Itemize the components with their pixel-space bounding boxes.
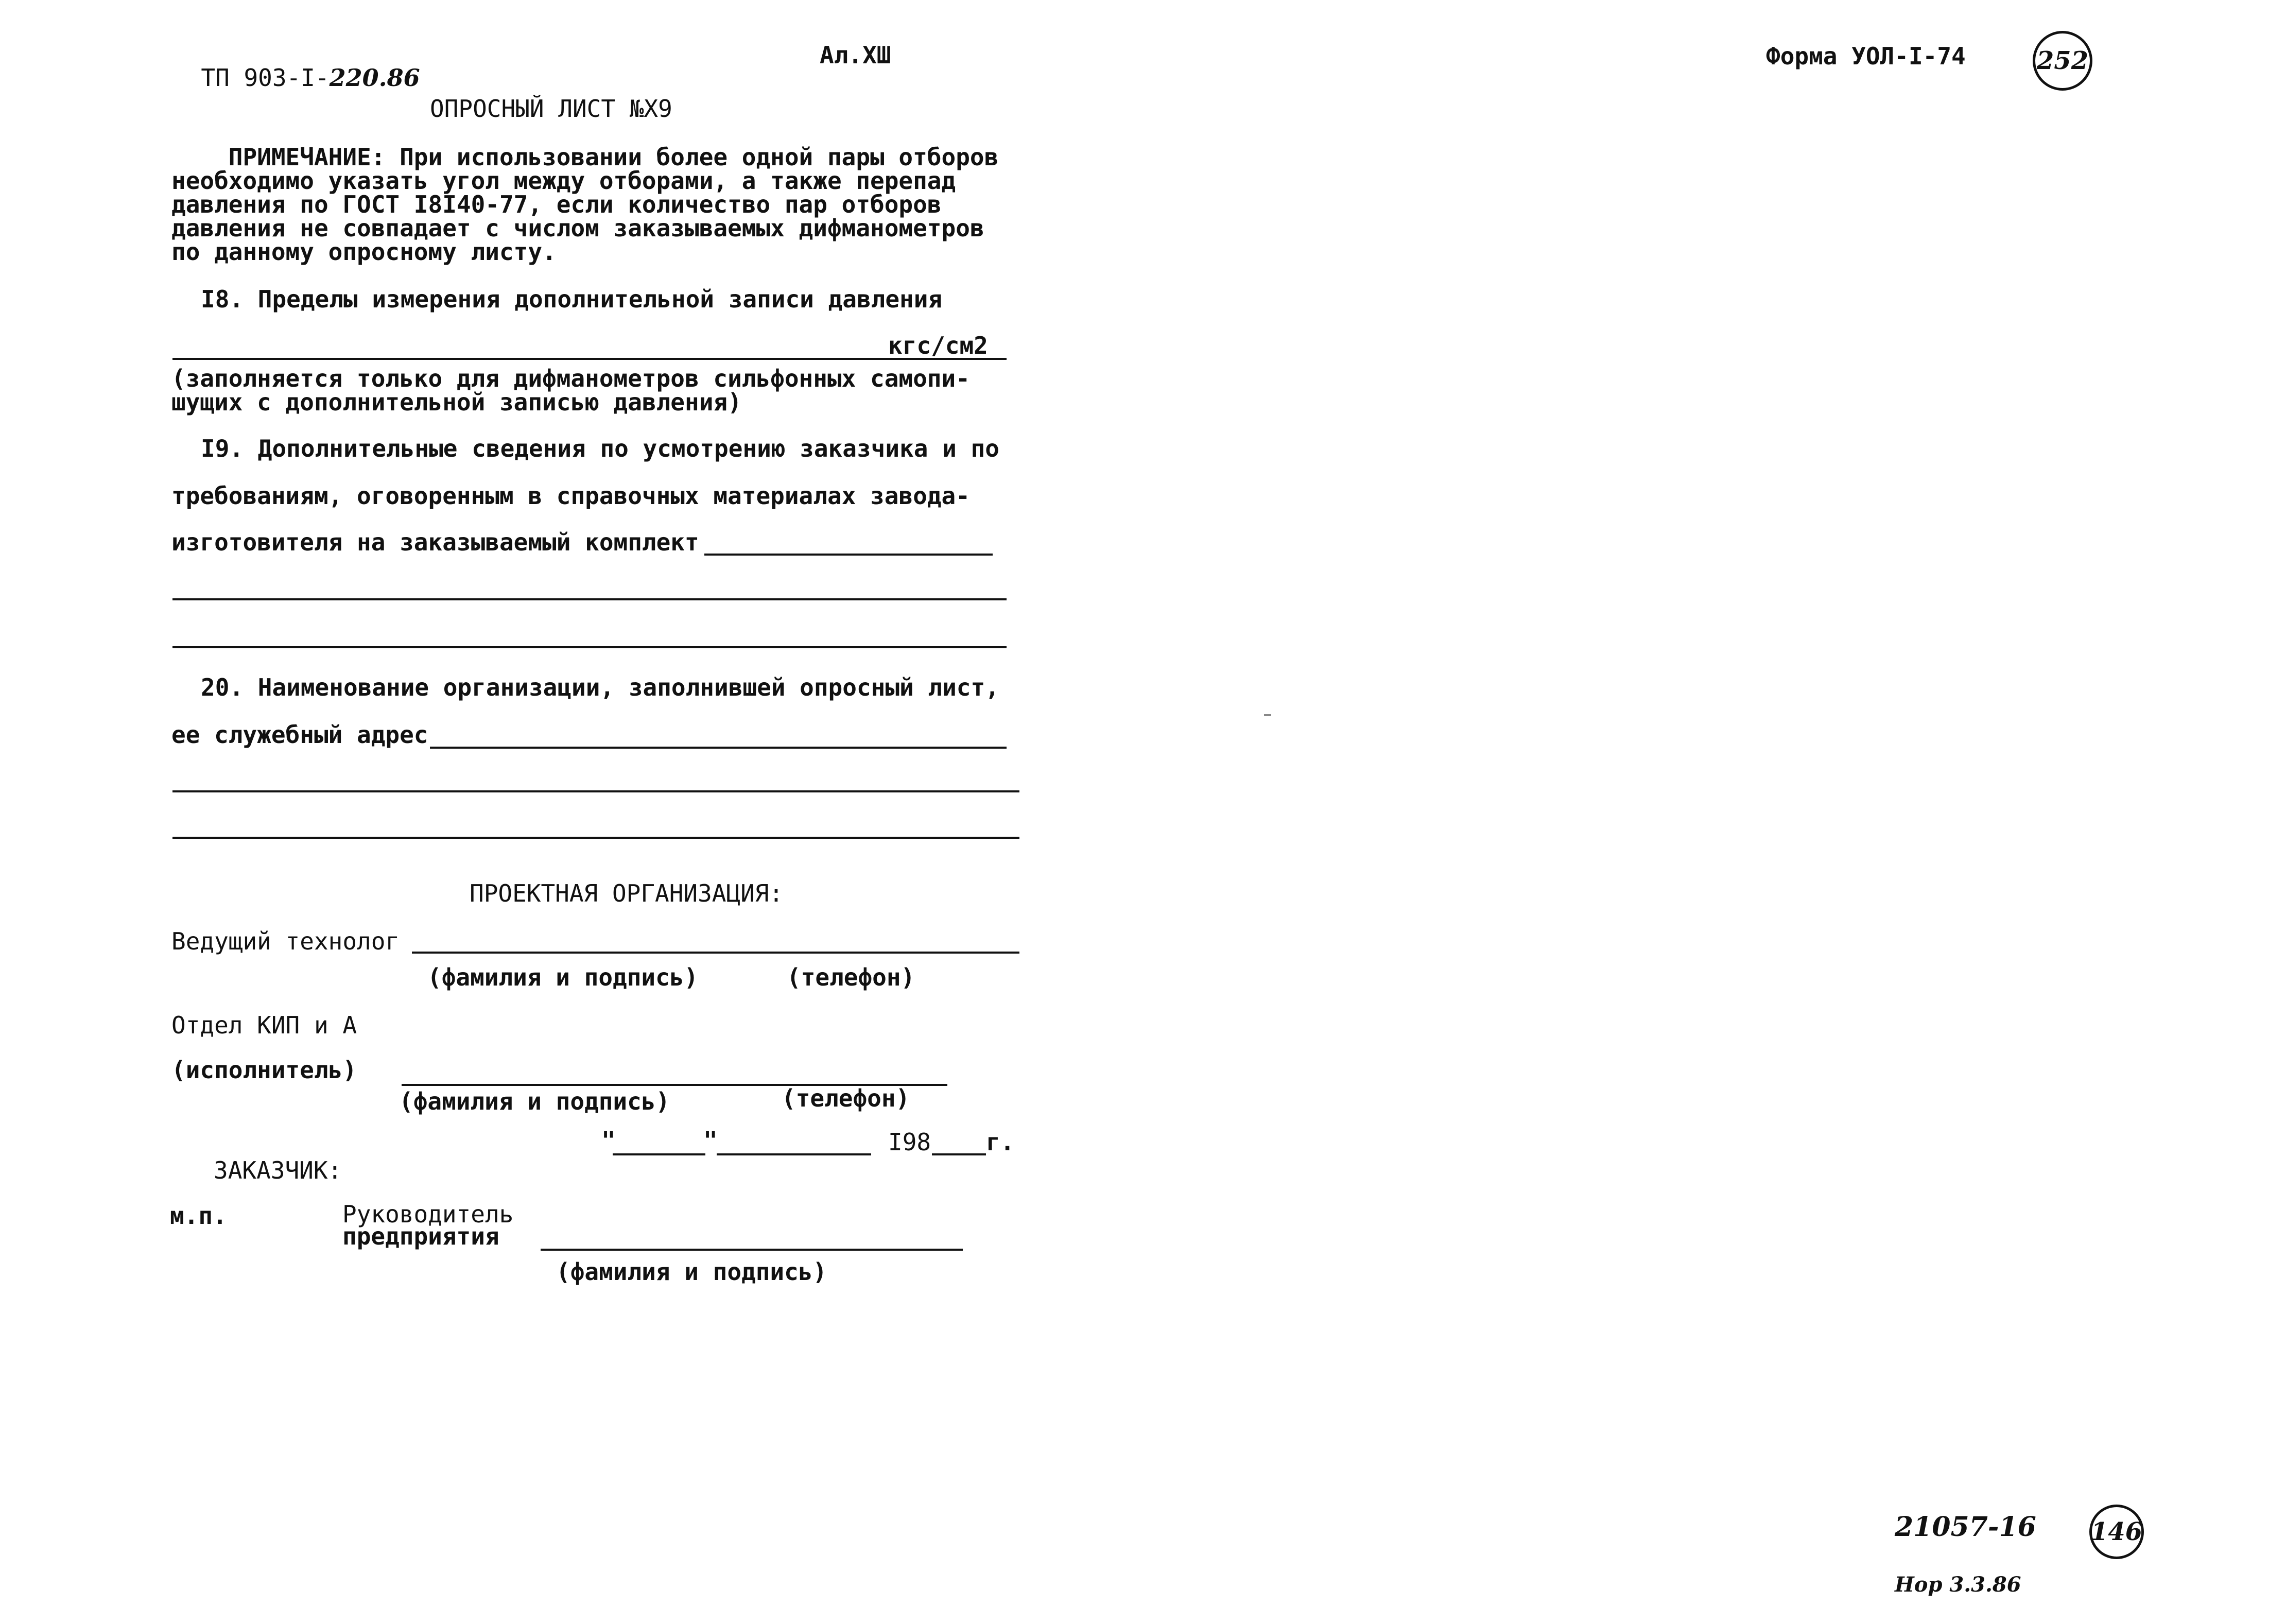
customer-sign-line[interactable] <box>541 1249 963 1251</box>
date-quote-open: " <box>601 1127 616 1154</box>
stamp-label: м.п. <box>170 1202 227 1230</box>
doc-code-handwritten: 220.86 <box>329 64 420 92</box>
item19-line-3: изготовителя на заказываемый комплект <box>171 528 699 556</box>
item20-line-2: ее служебный адрес <box>171 721 428 749</box>
item18-note-1: (заполняется только для дифманометров сильфонных самопи- <box>171 365 970 392</box>
customer-head-line-2: предприятия <box>342 1222 499 1250</box>
item19-line-1: I9. Дополнительные сведения по усмотрению заказчика и по <box>201 435 999 462</box>
item20-line-1: 20. Наименование организации, заполнившей опросный лист, <box>201 673 999 701</box>
project-org-heading: ПРОЕКТНАЯ ОРГАНИЗАЦИЯ: <box>470 879 784 907</box>
date-quote-close: " <box>703 1127 718 1154</box>
item18-text: I8. Пределы измерения дополнительной записи давления <box>201 285 943 313</box>
album-label: Ал.XШ <box>820 41 891 69</box>
date-month-line[interactable] <box>717 1153 871 1155</box>
executor-name-caption: (фамилия и подпись) <box>399 1087 670 1115</box>
customer-head-line-1: Руководитель <box>342 1200 514 1228</box>
item18-unit: кгс/см2 <box>888 332 988 359</box>
customer-name-caption: (фамилия и подпись) <box>556 1258 827 1286</box>
page-number: 252 <box>2036 46 2089 75</box>
footer-handwritten-code: 21057-16 <box>1895 1511 2036 1543</box>
item19-fill-line-3[interactable] <box>172 646 1007 648</box>
item18-note-2: шущих с дополнительной записью давления) <box>171 388 742 416</box>
date-day-line[interactable] <box>613 1153 705 1155</box>
page-title: ОПРОСНЫЙ ЛИСТ №Х9 <box>430 95 672 123</box>
lead-tech-name-caption: (фамилия и подпись) <box>427 963 699 991</box>
note-line-5: по данному опросному листу. <box>171 238 557 266</box>
date-year-prefix: I98 <box>888 1128 931 1156</box>
item20-fill-line-1[interactable] <box>430 747 1007 749</box>
footer-page-circle <box>2089 1505 2144 1559</box>
footer-handwritten-note: Нор 3.3.86 <box>1895 1573 2021 1597</box>
footer-page-number: 146 <box>2090 1517 2143 1546</box>
item19-fill-line-2[interactable] <box>172 598 1007 600</box>
date-year-suffix: г. <box>986 1128 1015 1156</box>
item20-fill-line-2[interactable] <box>172 790 1019 792</box>
item20-fill-line-3[interactable] <box>172 837 1019 839</box>
doc-code-prefix: ТП 903-I- <box>201 64 330 92</box>
note-line-2: необходимо указать угол между отборами, а также перепад <box>171 167 956 195</box>
item19-line-2: требованиям, оговоренным в справочных материалах завода- <box>171 482 970 510</box>
dept-label: Отдел КИП и А <box>171 1011 357 1039</box>
item19-fill-line-1[interactable] <box>704 554 993 556</box>
form-label: Форма УОЛ-I-74 <box>1766 42 1966 70</box>
note-line-3: давления по ГОСТ I8I40-77, если количество пар отборов <box>171 191 942 218</box>
note-line-1: ПРИМЕЧАНИЕ: При использовании более одной пары отборов <box>171 143 999 171</box>
page-number-circle <box>2033 31 2092 91</box>
scan-speck <box>1264 714 1271 716</box>
note-line-4: давления не совпадает с числом заказываемых дифманометров <box>171 214 984 242</box>
executor-label: (исполнитель) <box>171 1056 357 1084</box>
item18-fill-line[interactable] <box>172 358 1007 360</box>
date-year-line[interactable] <box>932 1153 986 1155</box>
customer-heading: ЗАКАЗЧИК: <box>214 1156 342 1184</box>
lead-tech-label: Ведущий технолог <box>171 927 400 955</box>
executor-phone-caption: (телефон) <box>782 1084 910 1112</box>
lead-tech-fill-line[interactable] <box>412 952 1019 954</box>
doc-code <box>172 42 420 90</box>
lead-tech-phone-caption: (телефон) <box>787 963 915 991</box>
